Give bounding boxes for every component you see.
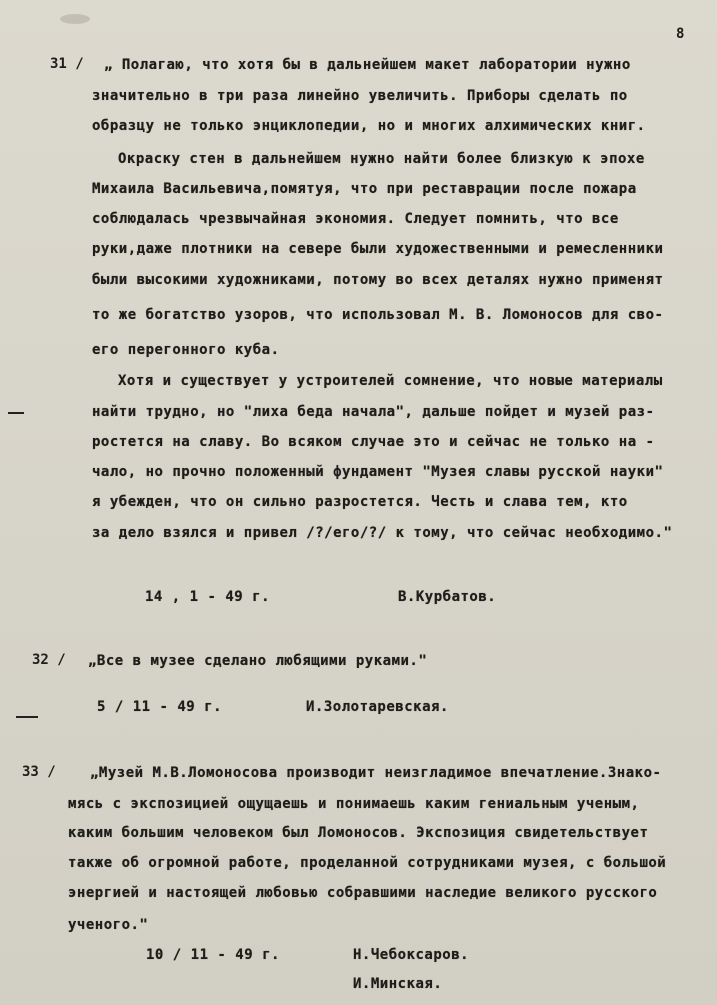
entry-33-line-5: энергией и настоящей любовью собравшими наследие великого русского [68, 885, 658, 901]
entry-31-signature: В.Курбатов. [398, 589, 497, 605]
entry-31-date: 14 , 1 - 49 г. [145, 589, 271, 605]
entry-31-line-6: соблюдалась чрезвычайная экономия. Следует помнить, что все [92, 211, 619, 227]
entry-33-line-3: каким большим человеком был Ломоносов. Экспозиция свидетельствует [68, 825, 649, 841]
entry-31-line-14: чало, но прочно положенный фундамент "Музея славы русской науки" [92, 464, 664, 480]
entry-31-line-15: я убежден, что он сильно разростется. Честь и слава тем, кто [92, 494, 628, 510]
entry-33-date: 10 / 11 - 49 г. [146, 947, 280, 963]
entry-31-line-3: образцу не только энциклопедии, но и многих алхимических книг. [92, 118, 646, 134]
entry-number-32: 32 / [32, 652, 66, 668]
entry-32-date: 5 / 11 - 49 г. [97, 699, 223, 715]
entry-33-signature-1: Н.Чебоксаров. [353, 947, 470, 963]
entry-33-line-4: также об огромной работе, проделанной сотрудниками музея, с большой [68, 855, 667, 871]
entry-number-33: 33 / [22, 764, 56, 780]
entry-31-line-1: „ Полагаю, что хотя бы в дальнейшем макет лаборатории нужно [104, 57, 631, 73]
entry-31-line-2: значительно в три раза линейно увеличить. Приборы сделать по [92, 88, 628, 104]
entry-31-line-4: Окраску стен в дальнейшем нужно найти более близкую к эпохе [118, 151, 645, 167]
entry-31-line-16: за дело взялся и привел /?/его/?/ к тому, что сейчас необходимо." [92, 525, 673, 541]
entry-33-line-6: ученого." [68, 917, 149, 933]
entry-31-line-10: его перегонного куба. [92, 342, 280, 358]
entry-31-line-7: руки,даже плотники на севере были художественными и ремесленники [92, 241, 664, 257]
entry-31-line-13: ростется на славу. Во всяком случае это и сейчас не только на - [92, 434, 655, 450]
entry-33-line-2: мясь с экспозицией ощущаешь и понимаешь каким гениальным ученым, [68, 796, 640, 812]
entry-31-line-8: были высокими художниками, потому во всех деталях нужно применят [92, 272, 664, 288]
margin-mark [16, 716, 38, 718]
entry-32-line-1: „Все в музее сделано любящими руками." [88, 653, 428, 669]
entry-31-line-9: то же богатство узоров, что использовал М. В. Ломоносов для сво- [92, 307, 664, 323]
entry-31-line-11: Хотя и существует у устроителей сомнение, что новые материалы [118, 373, 663, 389]
entry-number-31: 31 / [50, 56, 84, 72]
entry-31-line-12: найти трудно, но "лиха беда начала", дальше пойдет и музей раз- [92, 404, 655, 420]
entry-31-line-5: Михаила Васильевича,помятуя, что при реставрации после пожара [92, 181, 637, 197]
entry-32-signature: И.Золотаревская. [306, 699, 449, 715]
page-number: 8 [676, 26, 685, 42]
entry-33-signature-2: И.Минская. [353, 976, 443, 992]
entry-33-line-1: „Музей М.В.Ломоносова производит неизгладимое впечатление.Знако- [90, 765, 662, 781]
paper-smudge [60, 14, 90, 24]
margin-mark [8, 412, 24, 414]
